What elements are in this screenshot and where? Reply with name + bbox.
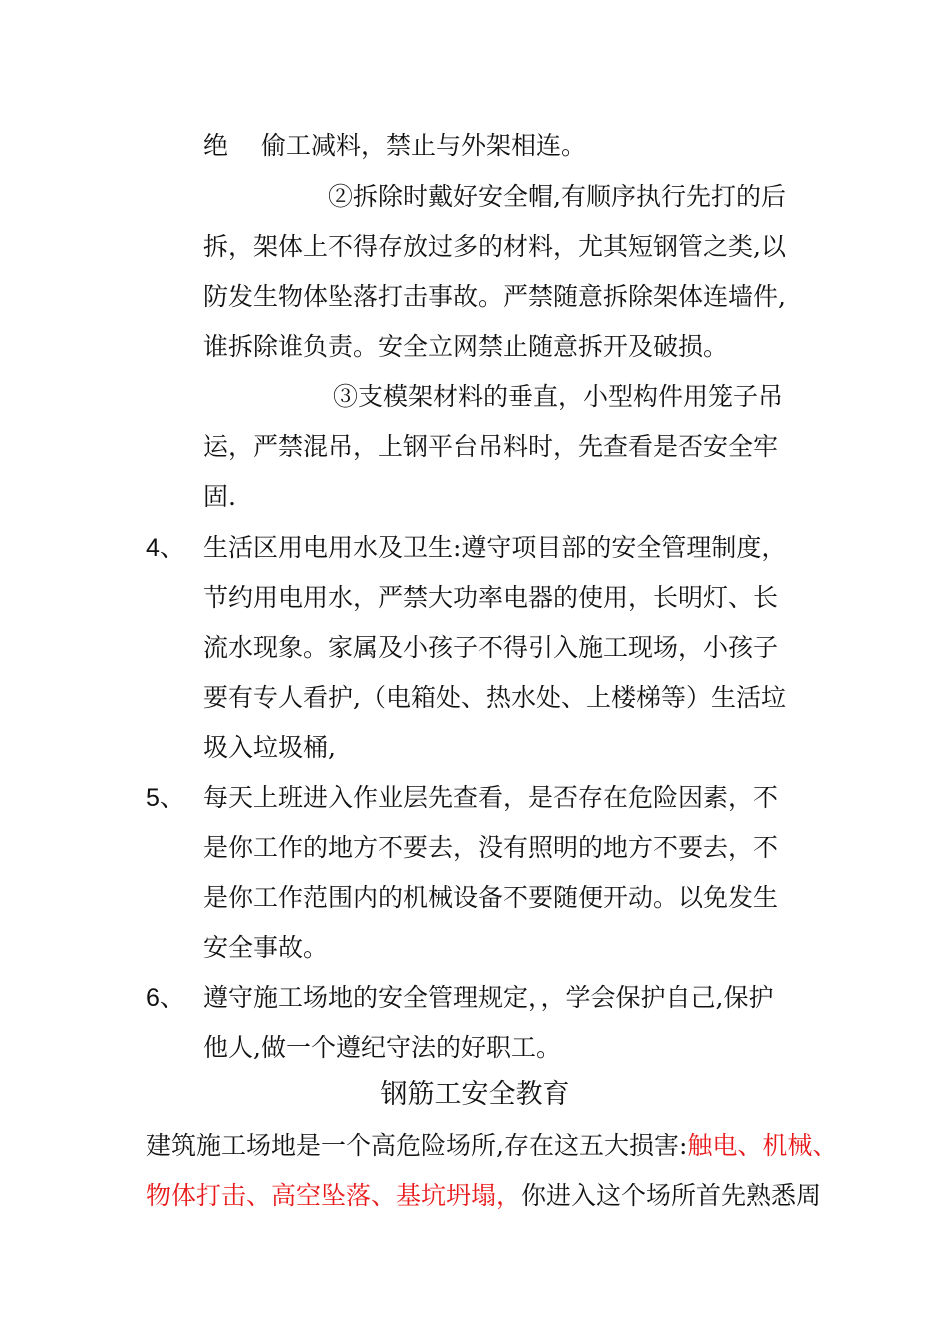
- intro-text: 建筑施工场地是一个高危险场所,存在这五大损害:: [146, 1131, 688, 1160]
- item-text-line: 遵守施工场地的安全管理规定，，学会保护自己,保护: [203, 983, 774, 1012]
- text-line: 防发生物体坠落打击事故。严禁随意拆除架体连墙件,: [203, 282, 786, 311]
- item-text-line: 每天上班进入作业层先查看，是否存在危险因素，不: [203, 783, 779, 812]
- item-text-line: 是你工作的地方不要去，没有照明的地方不要去，不: [203, 833, 779, 862]
- item-text-line: 要有专人看护,（电箱处、热水处、上楼梯等）生活垃: [203, 683, 786, 712]
- text-line: 固.: [203, 482, 236, 511]
- item-text-line: 安全事故。: [203, 933, 329, 962]
- item-number: 5、: [146, 784, 185, 812]
- hazard-list-text: 触电、机械、: [687, 1131, 838, 1160]
- section-title: 钢筋工安全教育: [380, 1079, 570, 1110]
- text-line: ②拆除时戴好安全帽,有顺序执行先打的后: [328, 182, 786, 211]
- hazard-list-text: 物体打击、高空坠落、基坑坍塌，: [146, 1181, 522, 1210]
- item-text-line: 节约用电用水，严禁大功率电器的使用，长明灯、长: [203, 583, 779, 612]
- intro-line-1: [146, 1130, 837, 1162]
- item-text-line: 流水现象。家属及小孩子不得引入施工现场，小孩子: [203, 633, 779, 662]
- text-line: ③支模架材料的垂直，小型构件用笼子吊: [333, 382, 784, 411]
- item-text-line: 他人,做一个遵纪守法的好职工。: [203, 1033, 561, 1062]
- item-text-line: 是你工作范围内的机械设备不要随便开动。以免发生: [203, 883, 779, 912]
- intro-text: 你进入这个场所首先熟悉周: [521, 1181, 822, 1210]
- text-line: 绝 偷工减料，禁止与外架相连。: [203, 131, 586, 160]
- text-line: 谁拆除谁负责。安全立网禁止随意拆开及破损。: [203, 332, 729, 361]
- intro-line-2: [146, 1180, 821, 1212]
- text-line: 拆，架体上不得存放过多的材料，尤其短钢管之类,以: [203, 232, 786, 261]
- item-number: 6、: [146, 984, 185, 1012]
- item-text-line: 生活区用电用水及卫生:遵守项目部的安全管理制度，: [203, 533, 787, 562]
- item-text-line: 圾入垃圾桶,: [203, 733, 336, 762]
- item-number: 4、: [146, 534, 185, 562]
- text-line: 运，严禁混吊，上钢平台吊料时，先查看是否安全牢: [203, 432, 779, 461]
